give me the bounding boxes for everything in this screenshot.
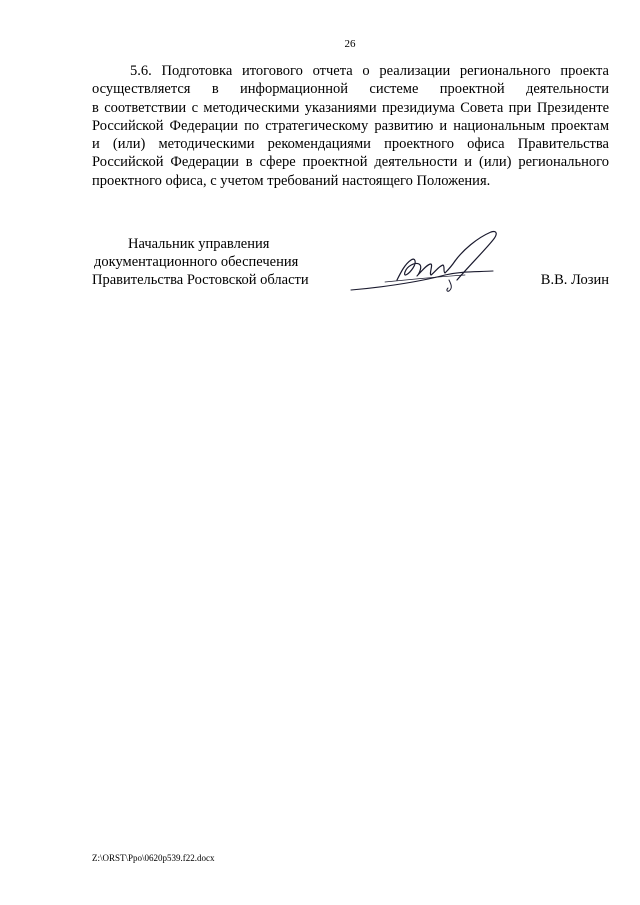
- signatory-title-line: документационного обеспечения: [94, 254, 299, 270]
- paragraph-5-6: [92, 62, 609, 190]
- signatory-title-line: Начальник управления: [128, 236, 270, 252]
- paragraph-line: проектного офиса, с учетом требований настоящего Положения.: [92, 172, 491, 189]
- signer-name: В.В. Лозин: [540, 272, 609, 288]
- paragraph-line: и (или) методическими рекомендациями проектного офиса Правительства: [92, 136, 609, 153]
- paragraph-line: в соответствии с методическими указаниями президиума Совета при Президенте: [92, 99, 609, 116]
- paragraph-line: Российской Федерации в сфере проектной деятельности и (или) регионального: [92, 154, 609, 171]
- paragraph-line: 5.6. Подготовка итогового отчета о реализации регионального проекта: [130, 63, 609, 79]
- paragraph-line: Российской Федерации по стратегическому развитию и национальным проектам: [92, 117, 609, 134]
- page-number: 26: [344, 38, 356, 50]
- signatory-title-line: Правительства Ростовской области: [92, 272, 309, 288]
- handwritten-signature: [345, 228, 515, 298]
- signatory-title: [92, 235, 332, 289]
- file-path-footer: Z:\ORST\Ppo\0620p539.f22.docx: [92, 853, 215, 863]
- paragraph-line: осуществляется в информационной системе проектной деятельности: [92, 81, 609, 98]
